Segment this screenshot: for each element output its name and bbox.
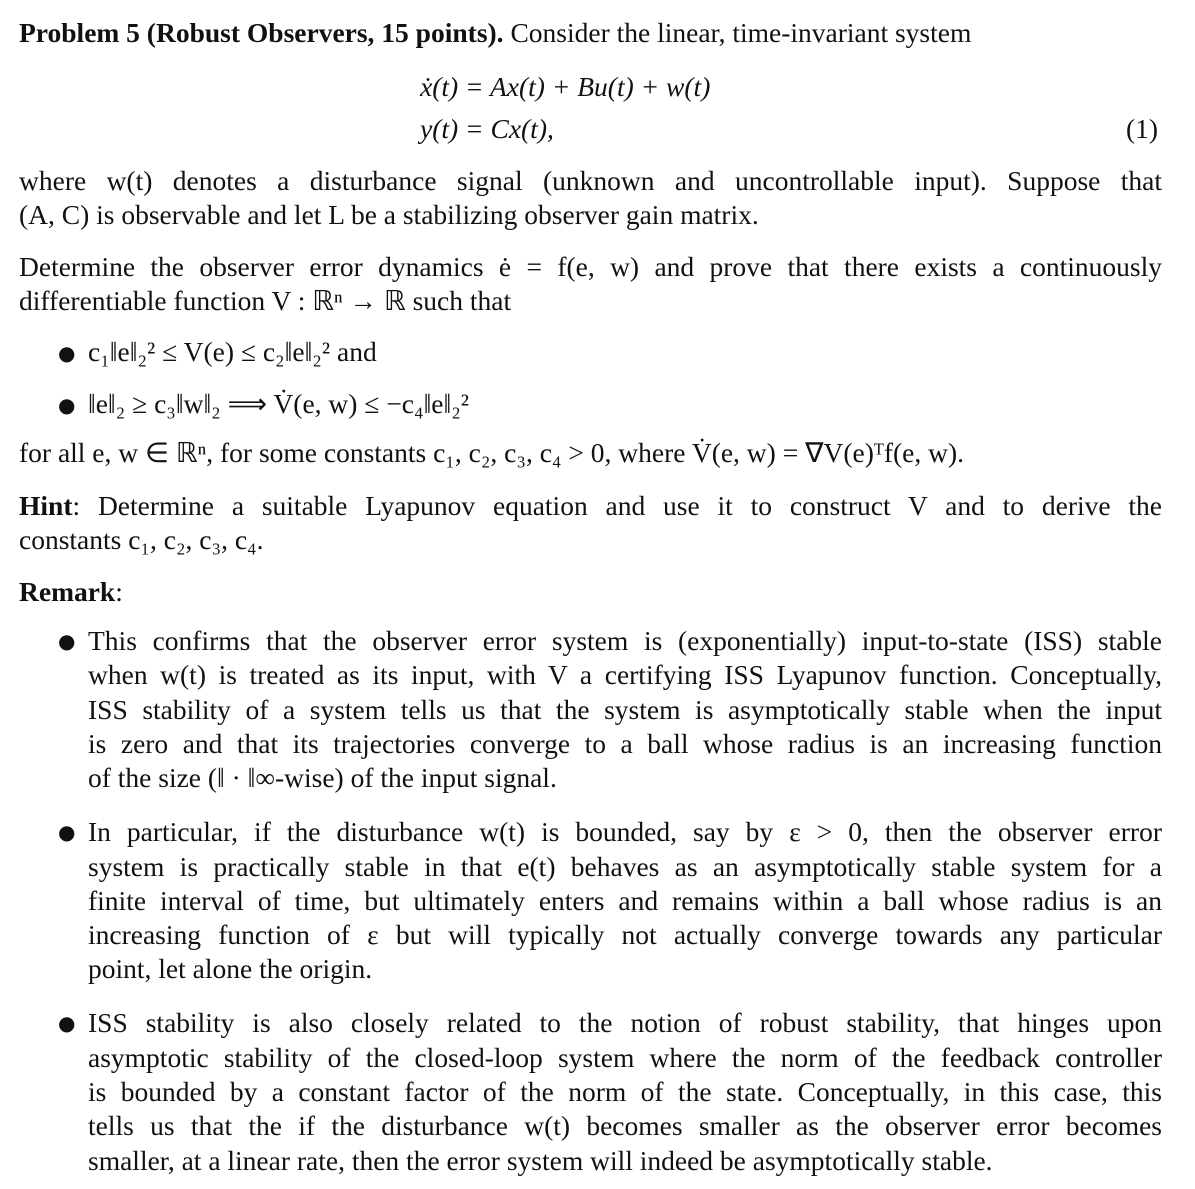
remark-colon: :	[115, 576, 123, 607]
remark-1-bullet: ●	[58, 629, 76, 653]
equation-1-lhs: ẋ(t)	[420, 71, 459, 102]
equation-2-lhs: y(t)	[420, 113, 459, 144]
hint-line-2: constants c₁, c₂, c₃, c₄.	[19, 524, 264, 555]
remark-3-line-1: ISS stability is also closely related to the notion of robust stability, that hinges upon	[88, 1007, 1162, 1038]
condition-2-bullet: ●	[58, 393, 76, 417]
remark-2-line-5: point, let alone the origin.	[88, 953, 373, 984]
hint-text-1: : Determine a suitable Lyapunov equation and use it to construct V and to derive the	[72, 490, 1162, 521]
problem-heading: Problem 5 (Robust Observers, 15 points).	[19, 17, 504, 48]
condition-1-bullet: ●	[58, 341, 76, 365]
hint-label: Hint	[19, 490, 73, 521]
remark-3-line-4: tells us that the if the disturbance w(t) becomes smaller as the observer error becomes	[88, 1110, 1162, 1141]
equation-line-2	[420, 112, 554, 146]
hint-line-1	[19, 489, 1162, 523]
remark-label: Remark	[19, 576, 116, 607]
remark-3-bullet: ●	[58, 1011, 76, 1035]
paragraph-2-line-2: differentiable function V : ℝⁿ → ℝ such that	[19, 285, 512, 316]
remark-2-bullet: ●	[58, 820, 76, 844]
paragraph-3: for all e, w ∈ ℝⁿ, for some constants c₁, c₂, c₃, c₄ > 0, where V̇(e, w) = ∇V(e)ᵀf(e, w).	[19, 437, 964, 468]
paragraph-2-line-1: Determine the observer error dynamics ė = f(e, w) and prove that there exists a continuously	[19, 251, 1162, 282]
remark-2-line-3: finite interval of time, but ultimately enters and remains within a ball whose radius is an	[88, 885, 1162, 916]
remark-3-line-5: smaller, at a linear rate, then the error system will indeed be asymptotically stable.	[88, 1145, 993, 1176]
equation-number: (1)	[1126, 113, 1159, 144]
remark-2-line-2: system is practically stable in that e(t) behaves as an asymptotically stable system for a	[88, 851, 1162, 882]
problem-intro: Consider the linear, time-invariant system	[510, 17, 972, 48]
equation-1-rhs: = Ax(t) + Bu(t) + w(t)	[465, 71, 711, 102]
remark-1-line-1: This confirms that the observer error system is (exponentially) input-to-state (ISS) stable	[88, 625, 1162, 656]
condition-2: ‖e‖₂ ≥ c₃‖w‖₂ ⟹ V̇(e, w) ≤ −c₄‖e‖₂²	[88, 388, 470, 419]
paragraph-1-line-1: where w(t) denotes a disturbance signal (unknown and uncontrollable input). Suppose that	[19, 165, 1162, 196]
remark-2-line-4: increasing function of ε but will typically not actually converge towards any particular	[88, 919, 1162, 950]
condition-1: c₁‖e‖₂² ≤ V(e) ≤ c₂‖e‖₂² and	[88, 336, 377, 367]
equation-line-1	[420, 70, 710, 104]
remark-1-line-3: ISS stability of a system tells us that the system is asymptotically stable when the input	[88, 694, 1162, 725]
remark-3-line-2: asymptotic stability of the closed-loop system where the norm of the feedback controller	[88, 1042, 1162, 1073]
remark-1-line-2: when w(t) is treated as its input, with V a certifying ISS Lyapunov function. Conceptually,	[88, 659, 1162, 690]
problem-heading-line	[19, 16, 1162, 50]
remark-1-line-5: of the size (‖ · ‖∞-wise) of the input signal.	[88, 762, 557, 793]
remark-3-line-3: is bounded by a constant factor of the norm of the state. Conceptually, in this case, this	[88, 1076, 1162, 1107]
remark-1-line-4: is zero and that its trajectories converge to a ball whose radius is an increasing function	[88, 728, 1162, 759]
paragraph-1-line-2: (A, C) is observable and let L be a stabilizing observer gain matrix.	[19, 199, 759, 230]
remark-heading	[19, 575, 1162, 609]
equation-2-rhs: = Cx(t),	[465, 113, 554, 144]
remark-2-line-1: In particular, if the disturbance w(t) is bounded, say by ε > 0, then the observer error	[88, 816, 1162, 847]
